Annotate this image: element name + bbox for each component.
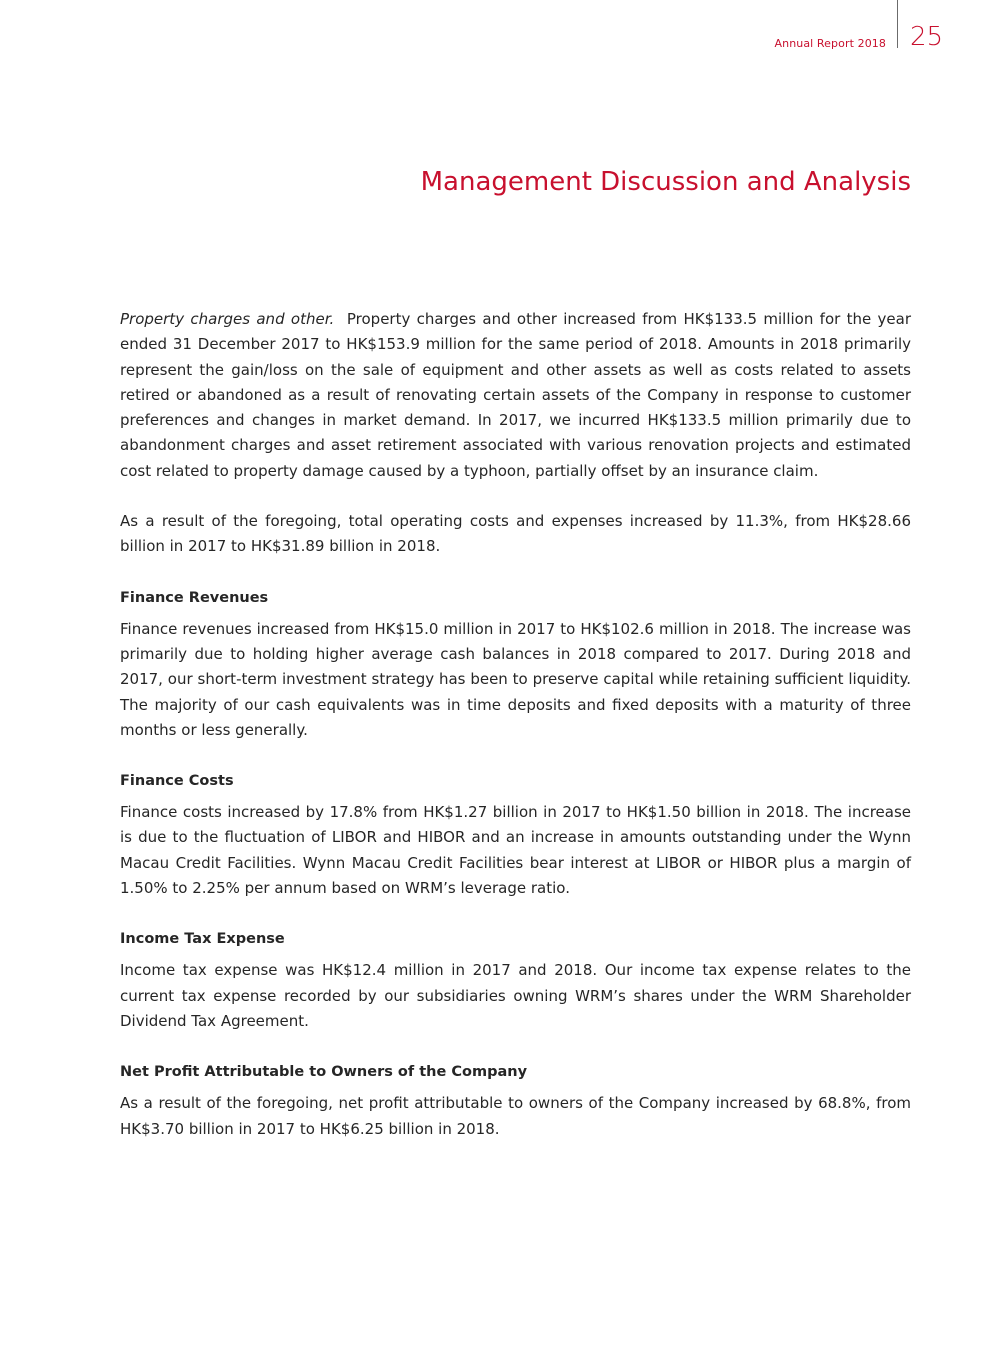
section-heading: Finance Revenues bbox=[120, 589, 269, 606]
section-heading: Finance Costs bbox=[120, 773, 234, 790]
section-income-tax-expense bbox=[120, 926, 911, 1034]
header-divider bbox=[897, 0, 898, 48]
section-paragraph: As a result of the foregoing, net profit attributable to owners of the Company increased by 68.8%, from HK$3.70 billion in 2017 to HK$6.25 billion in 2018. bbox=[120, 1094, 911, 1138]
intro-lead: Property charges and other. bbox=[120, 310, 335, 328]
summary-paragraph: As a result of the foregoing, total operating costs and expenses increased by 11.3%, from HK$28.66 billion in 2017 to HK$31.89 billion in 2018. bbox=[120, 512, 911, 556]
intro-body: Property charges and other increased from HK$133.5 million for the year ended 31 December 2017 to HK$153.9 million for the same period of 2018. Amounts in 2018 primarily represent the gain/loss on the sale of equipment and other assets as well as costs related to assets retired or abandoned as a result of renovating certain assets of the Company in response to customer preferences and changes in market demand. In 2017, we incurred HK$133.5 million primarily due to abandonment charges and asset retirement associated with various renovation projects and estimated cost related to property damage caused by a typhoon, partially offset by an insurance claim. bbox=[120, 310, 911, 480]
section-heading: Income Tax Expense bbox=[120, 931, 285, 948]
document-body bbox=[120, 307, 911, 1167]
section-net-profit bbox=[120, 1059, 911, 1142]
section-paragraph: Finance costs increased by 17.8% from HK$1.27 billion in 2017 to HK$1.50 billion in 2018. The increase is due to the fluctuation of LIBOR and HIBOR and an increase in amounts outstanding under the Wynn Macau Credit Facilities. Wynn Macau Credit Facilities bear interest at LIBOR or HIBOR plus a margin of 1.50% to 2.25% per annum based on WRM’s leverage ratio. bbox=[120, 803, 911, 898]
section-paragraph: Income tax expense was HK$12.4 million in 2017 and 2018. Our income tax expense relates to the current tax expense recorded by our subsidiaries owning WRM’s shares under the WRM Shareholder Dividend Tax Agreement. bbox=[120, 961, 911, 1030]
page-title: Management Discussion and Analysis bbox=[420, 167, 911, 197]
section-finance-costs bbox=[120, 768, 911, 901]
report-label: Annual Report 2018 bbox=[774, 37, 886, 50]
section-finance-revenues bbox=[120, 585, 911, 743]
page-number: 25 bbox=[910, 22, 944, 52]
section-paragraph: Finance revenues increased from HK$15.0 million in 2017 to HK$102.6 million in 2018. The increase was primarily due to holding higher average cash balances in 2018 compared to 2017. During 2018 and 2017, our short-term investment strategy has been to preserve capital while retaining sufficient liquidity. The majority of our cash equivalents was in time deposits and fixed deposits with a maturity of three months or less generally. bbox=[120, 619, 911, 739]
intro-paragraph bbox=[120, 307, 911, 484]
section-heading: Net Profit Attributable to Owners of the Company bbox=[120, 1064, 528, 1081]
